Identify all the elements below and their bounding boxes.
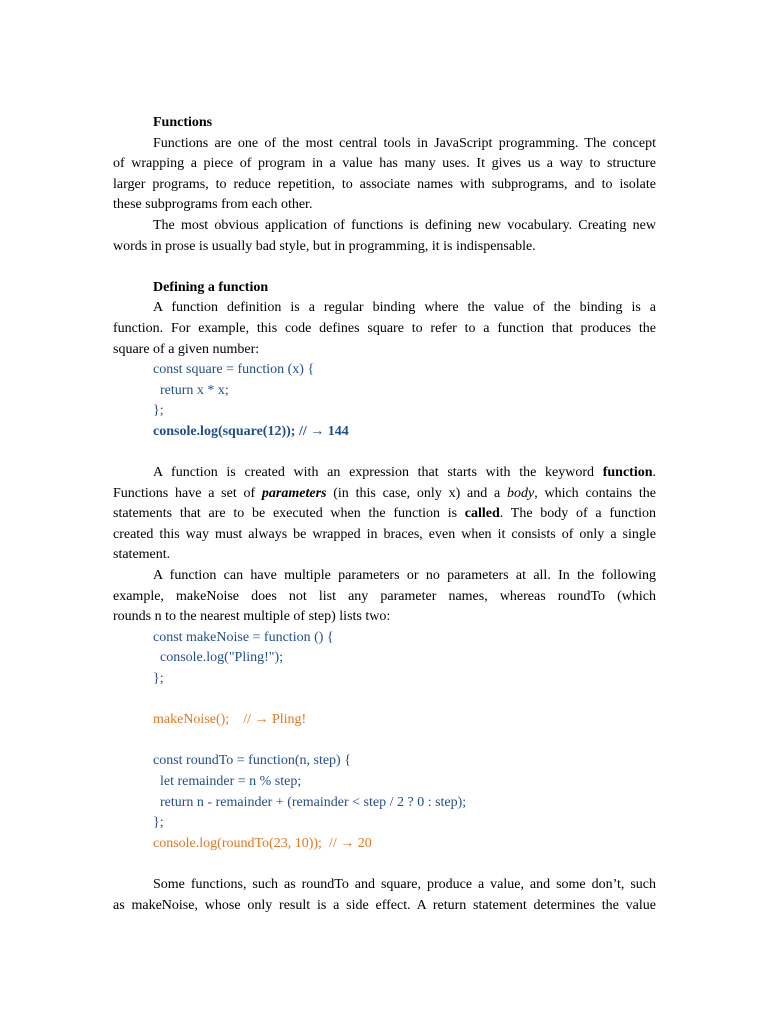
code-line: let remainder = n % step; <box>160 774 302 789</box>
spacer <box>113 854 656 875</box>
text-line: Some functions, such as roundTo and square, produce a value, and some don’t, such <box>153 876 656 892</box>
spacer <box>113 690 656 711</box>
text-run: statements that are to be executed when the function is <box>113 506 465 522</box>
code-line: const makeNoise = function () { <box>153 629 334 645</box>
code-line: return n - remainder + (remainder < step / 2 ? 0 : step); <box>160 794 467 810</box>
term-parameters: parameters <box>261 485 327 501</box>
code-line: const square = function (x) { <box>153 362 315 378</box>
code-line: return x * x; <box>160 382 229 398</box>
paragraph-definition <box>113 298 656 360</box>
document-page <box>113 113 656 916</box>
text-line: larger programs, to reduce repetition, to associate names with subprograms, and to isolate <box>113 176 656 192</box>
section-heading-functions: Functions <box>153 115 213 130</box>
text-run: A function is created with an expression that starts with the keyword <box>153 465 603 481</box>
text-line: created this way must always be wrapped in braces, even when it consists of only a single <box>113 526 656 542</box>
code-block-square <box>113 360 656 442</box>
text-line: rounds n to the nearest multiple of step) lists two: <box>113 609 391 625</box>
text-line: square of a given number: <box>113 341 260 357</box>
paragraph-return-values <box>113 875 656 916</box>
text-run: (in this case, only x) and a <box>326 485 507 501</box>
term-called: called <box>464 506 500 522</box>
keyword-function: function <box>602 465 653 481</box>
code-line: console.log(roundTo(23, 10)); // → 20 <box>153 835 372 851</box>
code-line: }; <box>153 403 164 419</box>
paragraph-vocabulary <box>113 216 656 257</box>
text-line: A function definition is a regular binding where the value of the binding is a <box>153 300 656 316</box>
text-line: function. For example, this code defines square to refer to a function that produces the <box>113 320 656 336</box>
paragraph-function-creation <box>113 463 656 566</box>
text-line: example, makeNoise does not list any parameter names, whereas roundTo (which <box>113 588 656 604</box>
code-line: const roundTo = function(n, step) { <box>153 753 351 769</box>
spacer <box>113 731 656 752</box>
text-line: as makeNoise, whose only result is a side effect. A return statement determines the value <box>113 897 656 913</box>
text-line: The most obvious application of functions is defining new vocabulary. Creating new <box>153 217 656 233</box>
code-block-makenoise-roundto <box>113 628 656 855</box>
text-line: A function can have multiple parameters or no parameters at all. In the following <box>153 568 656 584</box>
text-line: words in prose is usually bad style, but in programming, it is indispensable. <box>113 238 536 254</box>
paragraph-functions-intro <box>113 134 656 216</box>
code-line: }; <box>153 815 164 831</box>
text-run: . <box>652 465 656 481</box>
spacer <box>113 257 656 278</box>
spacer <box>113 443 656 464</box>
text-line: Functions are one of the most central tools in JavaScript programming. The concept <box>153 135 656 151</box>
term-body: body <box>506 485 535 501</box>
text-run: , which contains the <box>534 485 656 501</box>
section-heading-defining: Defining a function <box>153 279 269 295</box>
paragraph-multiple-parameters <box>113 566 656 628</box>
text-line <box>113 484 656 505</box>
text-line <box>113 463 656 484</box>
text-line: these subprograms from each other. <box>113 197 313 213</box>
code-line: console.log(square(12)); // → 144 <box>153 423 349 439</box>
code-line: makeNoise(); // → Pling! <box>153 712 307 728</box>
text-line: of wrapping a piece of program in a value has many uses. It gives us a way to structure <box>113 156 656 172</box>
text-line <box>113 504 656 525</box>
text-line: statement. <box>113 547 171 563</box>
code-line: console.log("Pling!"); <box>160 650 284 666</box>
text-run: . The body of a function <box>499 506 657 522</box>
text-run: Functions have a set of <box>113 485 262 501</box>
code-line: }; <box>153 671 164 687</box>
